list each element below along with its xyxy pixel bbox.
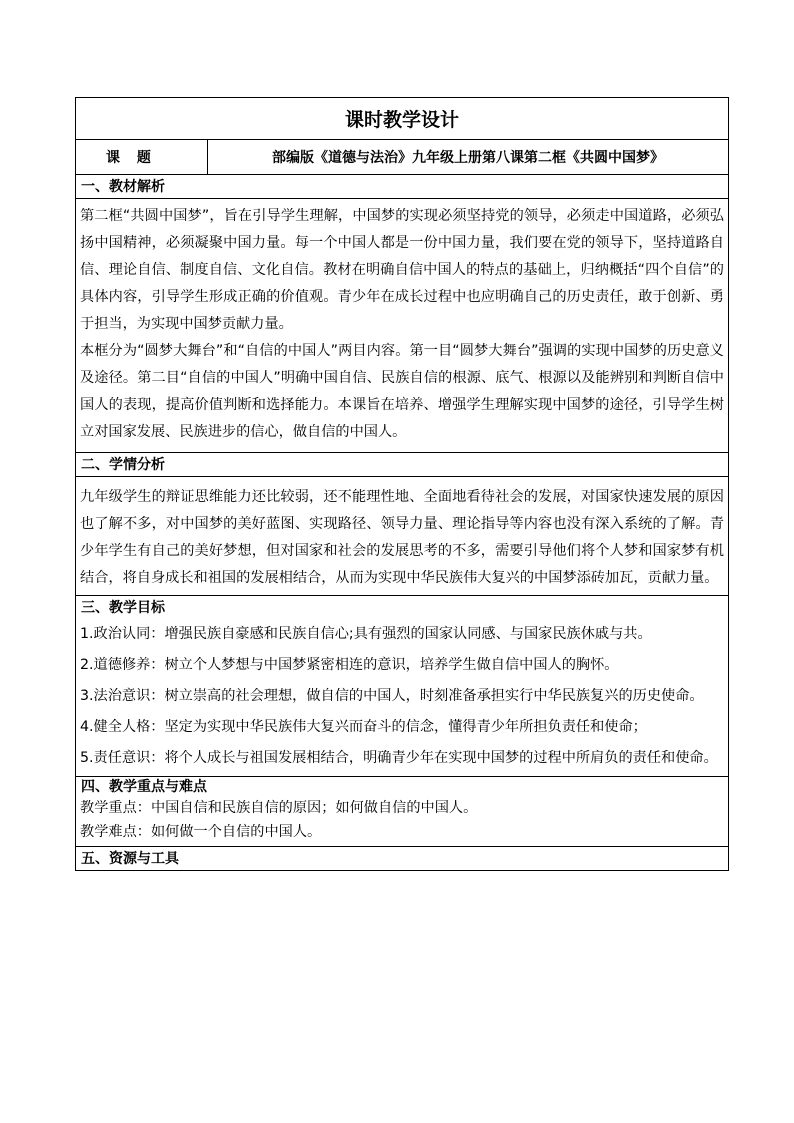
section-resources-tools (76, 847, 728, 870)
section-content (76, 477, 728, 595)
section-student-analysis (76, 453, 728, 596)
section-heading: 一、教材解析 (76, 175, 728, 199)
section-teaching-goals (76, 596, 728, 777)
goal-item: 4.健全人格：坚定为实现中华民族伟大复兴而奋斗的信念，懂得青少年所担负责任和使命； (80, 719, 647, 735)
difficult-point: 教学难点：如何做一个自信的中国人。 (80, 824, 322, 840)
paragraph: 本框分为“圆梦大舞台”和“自信的中国人”两目内容。第一目“圆梦大舞台”强调的实现中国梦的历史意义及途径。第二目“自信的中国人”明确中国自信、民族自信的根源、底气、根源以及能辨别和判断自信中国人的表现，提高价值判断和选择能力。本课旨在培养、增强学生理解实现中国梦的途径，引导学生树立对国家发展、民族进步的信心，做自信的中国人。 (80, 343, 724, 440)
paragraph: 九年级学生的辩证思维能力还比较弱，还不能理性地、全面地看待社会的发展，对国家快速发展的原因也了解不多，对中国梦的美好蓝图、实现路径、领导力量、理论指导等内容也没有深入系统的了解。青少年学生有自己的美好梦想，但对国家和社会的发展思考的不多，需要引导他们将个人梦和国家梦有机结合，将自身成长和祖国的发展相结合，从而为实现中华民族伟大复兴的中国梦添砖加瓦，贡献力量。 (80, 489, 724, 586)
section-content (76, 199, 728, 452)
goal-item: 1.政治认同：增强民族自豪感和民族自信心;具有强烈的国家认同感、与国家民族休戚与共。 (80, 626, 652, 642)
section-heading: 三、教学目标 (81, 600, 165, 616)
goal-item: 3.法治意识：树立崇高的社会理想，做自信的中国人，时刻准备承担实行中华民族复兴的历史使命。 (80, 688, 704, 704)
lesson-design-table (75, 97, 729, 871)
section-heading: 四、教学重点与难点 (81, 779, 207, 795)
section-heading: 五、资源与工具 (81, 851, 179, 867)
section-textbook-analysis (76, 175, 728, 453)
section-key-points (76, 777, 728, 847)
goal-item: 5.责任意识：将个人成长与祖国发展相结合，明确青少年在实现中国梦的过程中所肩负的责任和使命。 (80, 750, 718, 766)
key-point: 教学重点：中国自信和民族自信的原因；如何做自信的中国人。 (80, 800, 478, 816)
subject-label: 课 题 (76, 140, 208, 174)
subject-value: 部编版《道德与法治》九年级上册第八课第二框《共圆中国梦》 (272, 150, 664, 166)
section-content (76, 796, 728, 846)
paragraph: 第二框“共圆中国梦”，旨在引导学生理解，中国梦的实现必须坚持党的领导，必须走中国道路，必须弘扬中国精神，必须凝聚中国力量。每一个中国人都是一份中国力量，我们要在党的领导下，坚持道路自信、理论自信、制度自信、文化自信。教材在明确自信中国人的特点的基础上，归纳概括“四个自信”的具体内容，引导学生形成正确的价值观。青少年在成长过程中也应明确自己的历史责任，敢于创新、勇于担当，为实现中国梦贡献力量。 (80, 208, 724, 332)
document-title: 课时教学设计 (76, 98, 728, 140)
section-heading: 二、学情分析 (76, 453, 728, 477)
section-content (76, 619, 728, 776)
goal-item: 2.道德修养：树立个人梦想与中国梦紧密相连的意识，培养学生做自信中国人的胸怀。 (80, 657, 619, 673)
subject-row (76, 140, 728, 175)
